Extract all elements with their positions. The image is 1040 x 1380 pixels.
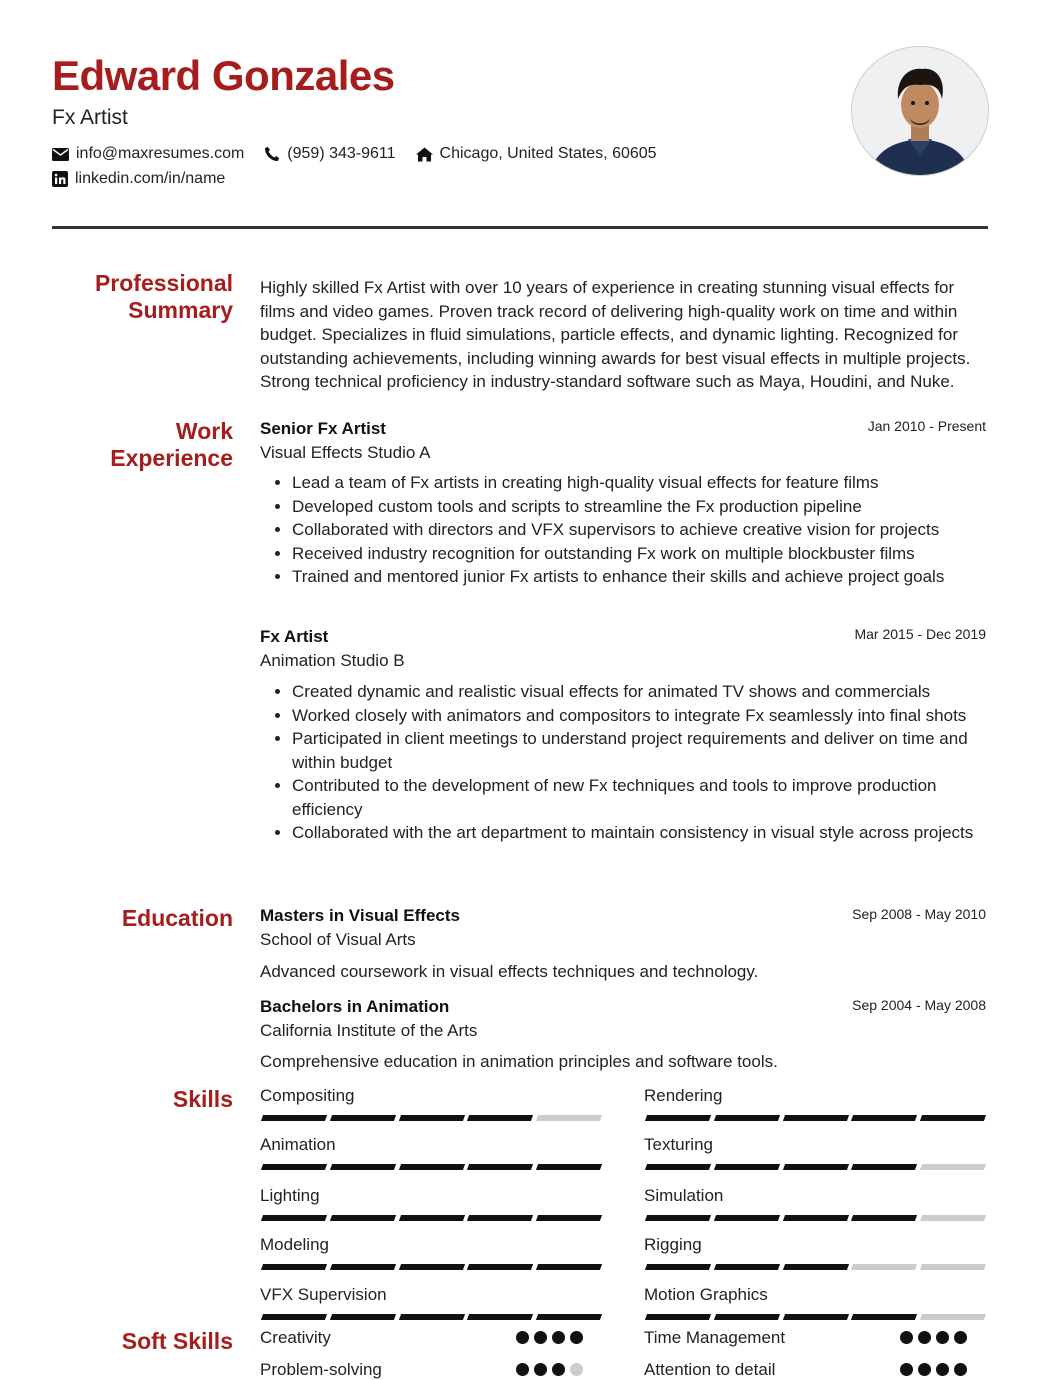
skill-label: Texturing — [644, 1135, 713, 1154]
skill-level-segment — [851, 1314, 917, 1320]
skill-level-bar — [262, 1164, 606, 1170]
phone-text: (959) 343-9611 — [287, 145, 396, 162]
education-description: Advanced coursework in visual effects techniques and technology. — [260, 962, 759, 981]
skill-level-bar — [262, 1314, 606, 1320]
skill-label: Modeling — [260, 1235, 329, 1254]
skill-level-segment — [399, 1314, 465, 1320]
summary-section-title — [95, 270, 233, 324]
skill-level-segment — [261, 1164, 327, 1170]
skill-level-segment — [399, 1164, 465, 1170]
skill-level-segment — [920, 1264, 986, 1270]
linkedin-text: linkedin.com/in/name — [75, 170, 226, 187]
skill-level-segment — [536, 1164, 602, 1170]
list-item: • Received industry recognition for outstanding Fx work on multiple blockbuster films — [292, 542, 988, 566]
rating-dot — [918, 1331, 931, 1344]
skill-level-segment — [714, 1115, 780, 1121]
profile-photo — [851, 46, 989, 176]
job-bullets — [260, 471, 988, 589]
skill-level-segment — [920, 1215, 986, 1221]
skill-label: Compositing — [260, 1086, 355, 1105]
skill-level-segment — [261, 1314, 327, 1320]
rating-dot — [570, 1363, 583, 1376]
list-item: • Collaborated with directors and VFX supervisors to achieve creative vision for projects — [292, 518, 988, 542]
skill-level-segment — [467, 1215, 533, 1221]
skill-level-segment — [467, 1115, 533, 1121]
soft-skill-label: Creativity — [260, 1328, 331, 1347]
soft-skill-rating — [516, 1331, 588, 1344]
summary-title-line2: Summary — [128, 297, 233, 323]
list-item: • Developed custom tools and scripts to streamline the Fx production pipeline — [292, 495, 988, 519]
education-description: Comprehensive education in animation principles and software tools. — [260, 1052, 778, 1071]
candidate-name: Edward Gonzales — [52, 52, 395, 99]
soft-skill-label: Problem-solving — [260, 1360, 382, 1379]
skill-level-segment — [920, 1314, 986, 1320]
skill-level-segment — [330, 1115, 396, 1121]
rating-dot — [516, 1331, 529, 1344]
contact-location — [416, 145, 657, 163]
phone-icon — [264, 146, 280, 162]
skill-level-bar — [262, 1115, 606, 1121]
skill-level-segment — [714, 1264, 780, 1270]
skill-level-segment — [399, 1264, 465, 1270]
skill-level-segment — [851, 1164, 917, 1170]
skill-level-segment — [330, 1314, 396, 1320]
skill-level-segment — [399, 1115, 465, 1121]
job-bullets — [260, 680, 988, 845]
email-text: info@maxresumes.com — [76, 145, 245, 162]
skill-level-segment — [536, 1115, 602, 1121]
job-title: Fx Artist — [260, 627, 329, 646]
skill-level-segment — [783, 1215, 849, 1221]
rating-dot — [552, 1363, 565, 1376]
skill-level-segment — [261, 1264, 327, 1270]
job-company: Animation Studio B — [260, 651, 405, 670]
list-item: • Contributed to the development of new Fx techniques and tools to improve production efficiency — [292, 774, 988, 821]
header-divider — [52, 226, 988, 229]
skill-level-segment — [783, 1164, 849, 1170]
summary-text: Highly skilled Fx Artist with over 10 years of experience in creating stunning visual effects for films and video games. Proven track record of delivering high-quality work on time and within budget. Specializes in fluid simulations, particle effects, and dynamic lighting. Recognized for outstanding achievements, including winning awards for best visual effects in multiple projects. Strong technical proficiency in industry-standard software such as Maya, Houdini, and Nuke. — [260, 278, 971, 392]
contact-email[interactable] — [52, 145, 244, 163]
rating-dot — [900, 1363, 913, 1376]
rating-dot — [936, 1363, 949, 1376]
education-dates: Sep 2008 - May 2010 — [852, 906, 986, 922]
skill-level-segment — [467, 1264, 533, 1270]
degree-title: Masters in Visual Effects — [260, 906, 460, 925]
skill-level-segment — [467, 1164, 533, 1170]
rating-dot — [954, 1331, 967, 1344]
rating-dot — [936, 1331, 949, 1344]
skill-level-bar — [262, 1264, 606, 1270]
rating-dot — [534, 1363, 547, 1376]
skill-level-segment — [783, 1115, 849, 1121]
list-item: • Created dynamic and realistic visual effects for animated TV shows and commercials — [292, 680, 988, 704]
summary-title-line1: Professional — [94, 270, 233, 296]
skill-level-segment — [645, 1164, 711, 1170]
home-icon — [416, 147, 433, 162]
skill-level-segment — [851, 1264, 917, 1270]
work-title-line1: Work — [175, 418, 233, 444]
skill-level-bar — [262, 1215, 606, 1221]
rating-dot — [918, 1363, 931, 1376]
contact-phone[interactable] — [264, 145, 395, 163]
skill-level-segment — [920, 1115, 986, 1121]
skill-level-segment — [536, 1264, 602, 1270]
skill-label: Rendering — [644, 1086, 723, 1105]
skill-level-bar — [646, 1264, 990, 1270]
skill-level-segment — [920, 1164, 986, 1170]
list-item: • Collaborated with the art department to maintain consistency in visual style across projects — [292, 821, 988, 845]
skill-label: Lighting — [260, 1186, 320, 1205]
skill-label: Rigging — [644, 1235, 702, 1254]
skill-level-segment — [261, 1115, 327, 1121]
skill-level-segment — [330, 1164, 396, 1170]
work-section-title — [110, 418, 233, 472]
skill-level-segment — [536, 1314, 602, 1320]
skill-level-segment — [714, 1215, 780, 1221]
degree-title: Bachelors in Animation — [260, 997, 450, 1016]
skill-level-segment — [645, 1314, 711, 1320]
envelope-icon — [52, 148, 69, 161]
skill-level-segment — [536, 1215, 602, 1221]
skill-label: Simulation — [644, 1186, 724, 1205]
soft-skill-label: Attention to detail — [644, 1360, 776, 1379]
contact-row-2 — [52, 170, 245, 188]
soft-skill-label: Time Management — [644, 1328, 786, 1347]
skill-level-segment — [330, 1264, 396, 1270]
school-name: California Institute of the Arts — [260, 1021, 478, 1040]
skill-level-segment — [783, 1314, 849, 1320]
skill-label: Animation — [260, 1135, 336, 1154]
soft-skill-rating — [516, 1363, 588, 1376]
rating-dot — [954, 1363, 967, 1376]
contact-linkedin[interactable] — [52, 170, 225, 188]
skill-level-segment — [330, 1215, 396, 1221]
education-dates: Sep 2004 - May 2008 — [852, 997, 986, 1013]
skill-level-segment — [851, 1115, 917, 1121]
rating-dot — [516, 1363, 529, 1376]
job-title: Senior Fx Artist — [260, 419, 386, 438]
skill-level-segment — [645, 1215, 711, 1221]
skill-level-segment — [261, 1215, 327, 1221]
skill-level-bar — [646, 1314, 990, 1320]
skill-level-segment — [399, 1215, 465, 1221]
skill-level-segment — [467, 1314, 533, 1320]
skill-label: Motion Graphics — [644, 1285, 768, 1304]
rating-dot — [570, 1331, 583, 1344]
linkedin-icon — [52, 171, 68, 187]
work-title-line2: Experience — [110, 445, 233, 471]
soft-skill-rating — [900, 1363, 972, 1376]
school-name: School of Visual Arts — [260, 930, 416, 949]
rating-dot — [534, 1331, 547, 1344]
soft-skill-rating — [900, 1331, 972, 1344]
list-item: • Participated in client meetings to understand project requirements and deliver on time and within budget — [292, 727, 988, 774]
list-item: • Lead a team of Fx artists in creating high-quality visual effects for feature films — [292, 471, 988, 495]
skill-level-bar — [646, 1164, 990, 1170]
list-item: • Worked closely with animators and compositors to integrate Fx seamlessly into final shots — [292, 704, 988, 728]
contact-row — [52, 145, 677, 163]
job-company: Visual Effects Studio A — [260, 443, 431, 462]
skills-section-title: Skills — [172, 1086, 233, 1112]
job-dates: Jan 2010 - Present — [867, 418, 986, 434]
skill-level-segment — [645, 1115, 711, 1121]
rating-dot — [900, 1331, 913, 1344]
skill-level-segment — [851, 1215, 917, 1221]
job-dates: Mar 2015 - Dec 2019 — [854, 626, 986, 642]
skill-level-segment — [645, 1264, 711, 1270]
candidate-title: Fx Artist — [52, 106, 128, 129]
rating-dot — [552, 1331, 565, 1344]
list-item: • Trained and mentored junior Fx artists to enhance their skills and achieve project goals — [292, 565, 988, 589]
skill-level-segment — [783, 1264, 849, 1270]
location-text: Chicago, United States, 60605 — [439, 145, 657, 162]
education-section-title: Education — [121, 905, 233, 931]
skill-level-bar — [646, 1115, 990, 1121]
skill-label: VFX Supervision — [260, 1285, 387, 1304]
skill-level-segment — [714, 1164, 780, 1170]
skill-level-segment — [714, 1314, 780, 1320]
soft-skills-section-title: Soft Skills — [121, 1328, 233, 1354]
skill-level-bar — [646, 1215, 990, 1221]
